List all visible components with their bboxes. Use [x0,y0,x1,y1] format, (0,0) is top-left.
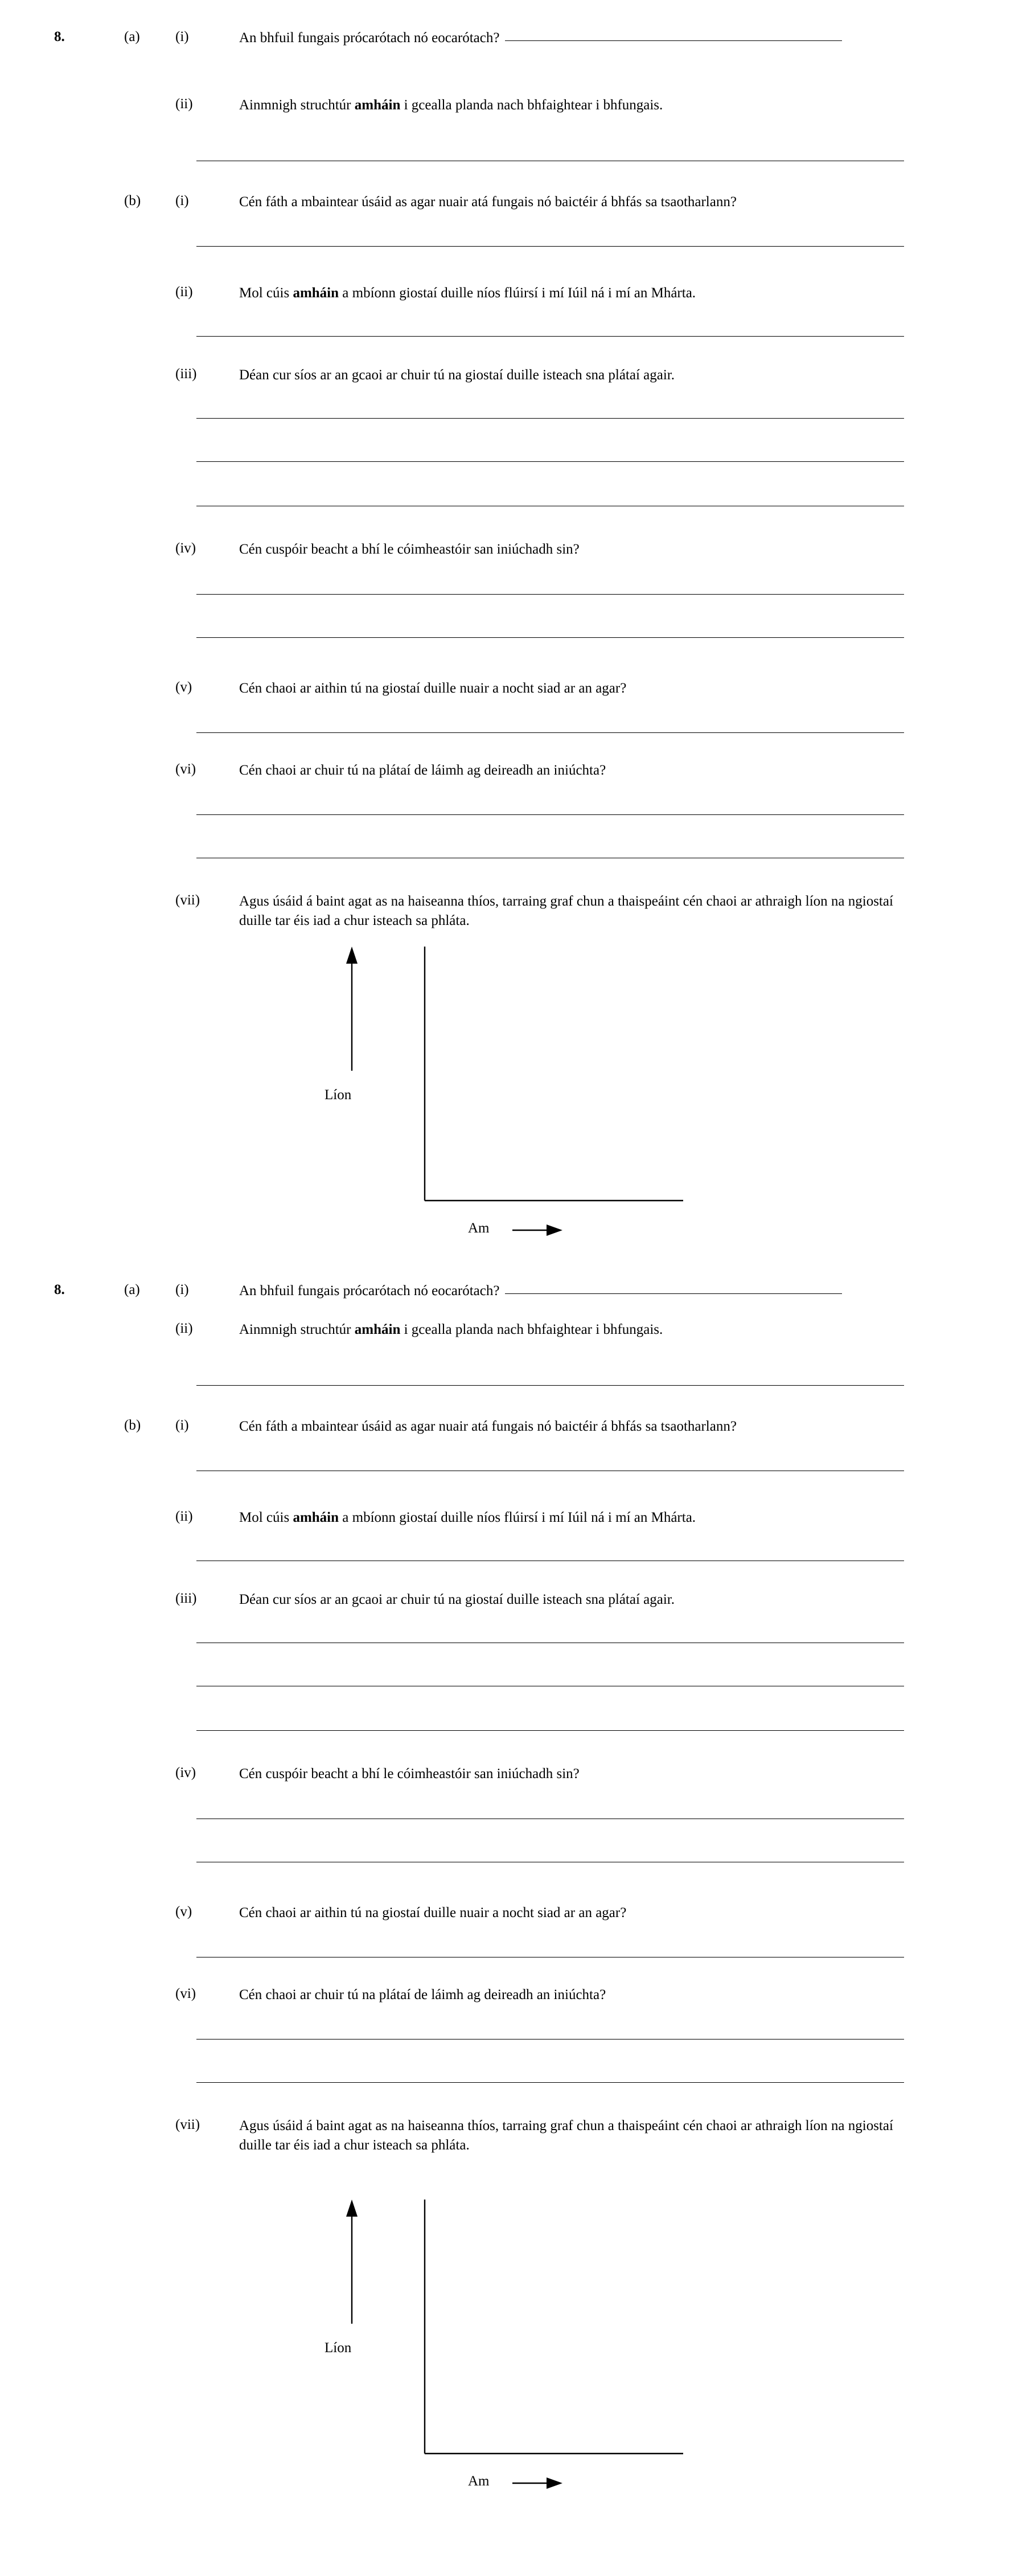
question-b-ii-part2: a mbíonn giostaí duille níos flúirsí i mí Iúil ná i mí an Mhárta. [339,285,696,301]
answer-rule2-a-ii-1[interactable] [196,1385,904,1386]
question-b-ii-text [239,284,911,303]
y-axis-arrow-icon [346,947,358,1071]
x-axis-arrow-icon-2 [512,2477,562,2489]
graph-axes-1 [319,928,683,1247]
question-block-1 [0,0,1035,1236]
question2-b-iv-text: Cén cuspóir beacht a bhí le cóimheastóir san iniúchadh sin? [239,1766,580,1782]
question-b-vi-text: Cén chaoi ar chuir tú na plátaí de láimh ag deireadh an iniúchta? [239,763,606,778]
question-b-i-text: Cén fáth a mbaintear úsáid as agar nuair atá fungais nó baictéir á bhfás sa tsaotharlann? [239,194,737,210]
question2-b-vii-line2: ar athraigh líon na ngiostaí duille tar éis iad a chur isteach sa phláta. [239,2118,893,2153]
roman-label-b-i-2: (i) [175,1418,189,1433]
question-b-iv-text: Cén cuspóir beacht a bhí le cóimheastóir san iniúchadh sin? [239,542,580,557]
question-b-vii-text [239,892,911,931]
roman-label-b-ii-2: (ii) [175,1509,193,1524]
question2-b-vi-text: Cén chaoi ar chuir tú na plátaí de láimh ag deireadh an iniúchta? [239,1987,606,2002]
roman-label-b-iv: (iv) [175,540,196,556]
answer-rule-b-vi-1[interactable] [196,814,904,815]
y-axis-arrow-icon-2 [346,2200,358,2324]
question-b-ii-emphasis: amháin [293,285,339,301]
graph-x-axis-label: Am [468,1221,490,1236]
answer-rule-b-ii-1[interactable] [196,336,904,337]
part-label-b-2: (b) [124,1418,141,1433]
answer-rule-b-iii-1[interactable] [196,418,904,419]
roman-label-b-i: (i) [175,193,189,208]
graph-y-axis-label: Líon [325,1087,352,1103]
question-b-ii-part1: Mol cúis [239,285,293,301]
roman-label-ii: (ii) [175,96,193,112]
question2-b-ii-part1: Mol cúis [239,1510,293,1525]
question-b-v-text: Cén chaoi ar aithin tú na giostaí duille nuair a nocht siad ar an agar? [239,681,627,696]
question-b-iii-text: Déan cur síos ar an gcaoi ar chuir tú na giostaí duille isteach sna plátaí agair. [239,367,675,383]
part-label-a-2: (a) [124,1282,140,1297]
graph-x-axis-label-2: Am [468,2473,490,2489]
question-b-vii-line1: Agus úsáid á baint agat as na haiseanna thíos, tarraing graf chun a thaispeáint cén chaoi [239,894,737,909]
row-a-i [0,0,1035,46]
question2-a-i-text [239,1281,911,1301]
question-a-i-text [239,28,911,48]
question-number: 8. [54,29,65,44]
question2-a-i-prompt: An bhfuil fungais prócarótach nó eocarótach? [239,1283,500,1299]
question-b-vii-line2: ar athraigh líon na ngiostaí duille tar éis iad a chur isteach sa phláta. [239,894,893,928]
part-label-a: (a) [124,29,140,44]
answer-rule2-b-vi-2[interactable] [196,2082,904,2083]
question2-b-vii-line1: Agus úsáid á baint agat as na haiseanna thíos, tarraing graf chun a thaispeáint cén chaoi [239,2118,737,2133]
x-axis-arrow-icon [512,1224,562,1236]
answer-rule-b-iv-1[interactable] [196,594,904,595]
question2-b-iii-text: Déan cur síos ar an gcaoi ar chuir tú na giostaí duille isteach sna plátaí agair. [239,1592,675,1607]
question-a-ii-part2: i gcealla planda nach bhfaightear i bhfungais. [400,97,663,113]
graph-svg [319,928,683,1247]
question2-b-vii-text [239,2116,911,2155]
question2-b-i-text: Cén fáth a mbaintear úsáid as agar nuair atá fungais nó baictéir á bhfás sa tsaotharlann? [239,1419,737,1434]
answer-rule-b-v-1[interactable] [196,732,904,733]
part-label-b: (b) [124,193,141,208]
question2-a-ii-emphasis: amháin [354,1322,401,1337]
question2-a-ii-part2: i gcealla planda nach bhfaightear i bhfungais. [400,1322,663,1337]
question2-b-ii-text [239,1508,911,1527]
roman-label-b-v-2: (v) [175,1904,192,1919]
question-a-ii-part1: Ainmnigh struchtúr [239,97,355,113]
answer-rule-b-iv-2[interactable] [196,637,904,638]
roman-label-b-vi: (vi) [175,761,196,777]
roman-label-ii-2: (ii) [175,1321,193,1336]
roman-label-i: (i) [175,29,189,44]
question-a-ii-emphasis: amháin [354,97,401,113]
answer-rule2-a-i[interactable] [505,1293,842,1294]
question2-b-ii-part2: a mbíonn giostaí duille níos flúirsí i mí Iúil ná i mí an Mhárta. [339,1510,696,1525]
roman-label-b-ii: (ii) [175,284,193,300]
graph-y-axis-label-2: Líon [325,2340,352,2356]
question2-b-v-text: Cén chaoi ar aithin tú na giostaí duille nuair a nocht siad ar an agar? [239,1905,627,1920]
answer-rule-b-iii-2[interactable] [196,461,904,462]
question2-b-ii-emphasis: amháin [293,1510,339,1525]
answer-rule2-b-iii-3[interactable] [196,1730,904,1731]
roman-label-b-vii: (vii) [175,892,200,908]
question2-a-ii-part1: Ainmnigh struchtúr [239,1322,355,1337]
roman-label-b-iv-2: (iv) [175,1765,196,1780]
graph-svg-2 [319,2181,683,2500]
roman-label-b-v: (v) [175,679,192,695]
answer-rule-a-i[interactable] [505,40,842,41]
question-a-ii-text [239,96,911,115]
question2-a-ii-text [239,1320,911,1340]
answer-rule-b-i-1[interactable] [196,246,904,247]
question-a-i-prompt: An bhfuil fungais prócarótach nó eocarótach? [239,30,500,46]
roman-label-b-iii: (iii) [175,366,197,382]
question-number-2: 8. [54,1282,65,1297]
graph-axes-2 [319,2181,683,2500]
roman-label-b-iii-2: (iii) [175,1591,197,1606]
roman-label-b-vii-2: (vii) [175,2117,200,2132]
roman-label-b-vi-2: (vi) [175,1986,196,2001]
roman-label-i-2: (i) [175,1282,189,1297]
